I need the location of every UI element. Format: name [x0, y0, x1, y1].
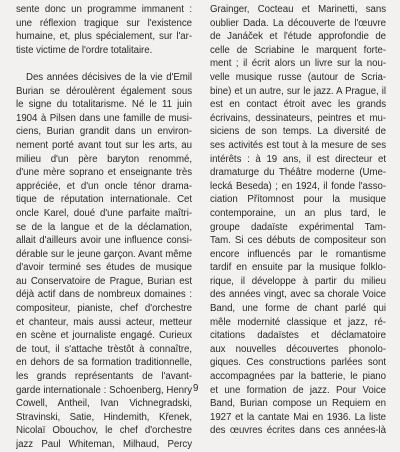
left-text-column	[16, 3, 192, 452]
page-number: 9	[193, 383, 199, 394]
text-line: groupe dadaïste expérimental Tam-	[210, 221, 386, 233]
text-line: oublier Dada. La découverte de l'œuvre	[210, 17, 386, 29]
text-line: se de la langue et de la déclamation,	[16, 221, 192, 233]
right-text-column	[210, 3, 386, 438]
text-line: au Conservatoire de Prague, Burian est	[16, 275, 192, 287]
text-line: allait d'ailleurs avoir une influence consi-	[16, 235, 192, 247]
text-line: jazz Paul Whiteman, Milhaud, Percy	[16, 439, 192, 450]
text-line: Des années décisives de la vie d'Emil	[26, 71, 192, 83]
text-line: bine) et un autre, sur le jazz. A Prague, il	[210, 85, 386, 97]
text-line: Nicolaï Obouchov, le chef d'orchestre	[16, 425, 192, 437]
text-line: dérable sur le jeune garçon. Avant même	[16, 248, 192, 260]
text-line: des œuvres écrites dans ces années-là	[210, 425, 386, 437]
text-line: ment ; il écrit alors un livre sur la nou-	[210, 58, 386, 70]
text-line: de Janáček et l'étude approfondie de	[210, 31, 386, 43]
text-line: en scène et journaliste engagé. Curieux	[16, 330, 192, 342]
text-line: Band, Burian compose un Requiem en	[210, 398, 386, 410]
text-line: humaine, et, plus spécialement, sur l'ar-	[16, 31, 192, 43]
text-line: dramaturge du Théâtre moderne (Ume-	[210, 167, 386, 179]
text-line: accompagnées par la batterie, le piano	[210, 371, 386, 383]
text-line: et une formation de jazz. Pour Voice	[210, 384, 386, 396]
text-line: giques. Ces constructions parlées sont	[210, 357, 386, 369]
paragraph-intro	[16, 3, 192, 57]
text-line: garde internationale : Schoenberg, Henry	[16, 384, 192, 396]
text-line: en dehors de sa formation traditionnelle,	[16, 357, 192, 369]
text-line: aux nouvelles découvertes phonolo-	[210, 343, 386, 355]
text-line: une réflexion tragique sur l'existence	[16, 17, 192, 29]
text-line: 1904 à Pilsen dans une famille de musi-	[16, 112, 192, 124]
text-line: citations dadaïstes et déclamatoire	[210, 330, 386, 342]
text-line: Band, une forme de chant parlé qui	[210, 303, 386, 315]
text-line: mêle modernité classique et jazz, ré-	[210, 316, 386, 328]
text-line: siciens de son temps. La diversité de	[210, 126, 386, 138]
text-line: tardif en ensuite par la musique folklo-	[210, 262, 386, 274]
text-line: sente donc un programme immanent :	[16, 4, 192, 15]
text-line: tique de réputation internationale. Cet	[16, 194, 192, 206]
text-line: Tam. Si ces débuts de compositeur son	[210, 235, 386, 247]
text-line: Cowell, Antheil, Ivan Vichnegradski,	[16, 398, 192, 410]
text-line: des années vingt, avec sa chorale Voice	[210, 289, 386, 301]
text-line: les grands représentants de l'avant-	[16, 371, 192, 383]
text-line: Burian se déroulèrent également sous	[16, 85, 192, 97]
text-line: d'avoir terminé ses études de musique	[16, 262, 192, 274]
text-line: le signe du totalitarisme. Né le 11 juin	[16, 99, 192, 111]
text-line: d'une mère soprano et enseignante très	[16, 167, 192, 179]
text-line: de tout, il s'attache trèstôt à connaître,	[16, 343, 192, 355]
text-line: appréciée, et d'un oncle ténor drama-	[16, 180, 192, 192]
text-line: tiste victime de l'ordre totalitaire.	[16, 44, 153, 56]
text-line: oncle Karel, doué d'une parfaite maîtri-	[16, 207, 192, 219]
text-line: intérêts : à 19 ans, il est directeur et	[210, 153, 386, 165]
text-line: milieu d'un père baryton renommé,	[16, 153, 192, 165]
text-line: 1927 et la cantate Mai en 1936. La liste	[210, 411, 386, 423]
paragraph-biography	[16, 71, 192, 452]
text-line: lecká Beseda) ; en 1924, il fonde l'asso-	[210, 180, 386, 192]
text-line: ciation Přítomnost pour la musique	[210, 194, 386, 206]
text-line: déjà actif dans de nombreux domaines :	[16, 289, 192, 301]
text-line: rique, il développe à partir du milieu	[210, 275, 386, 287]
text-line: et chanteur, mais aussi acteur, metteur	[16, 316, 192, 328]
text-line: Stravinski, Satie, Hindemith, Křenek,	[16, 411, 192, 423]
text-line: écrivains, dessinateurs, peintres et mu-	[210, 112, 386, 124]
text-line: est en contact étroit avec les grands	[210, 99, 386, 111]
text-line: compositeur, pianiste, chef d'orchestre	[16, 303, 192, 315]
text-line: contemporaine, un an plus tard, le	[210, 207, 386, 219]
paragraph-gap	[16, 57, 192, 71]
text-line: Grainger, Cocteau et Marinetti, sans	[210, 4, 386, 15]
text-line: celle de Scriabine le marquent forte-	[210, 44, 386, 56]
text-line: ses activités est tout à la mesure de ses	[210, 139, 386, 151]
text-line: encore influencés par le romantisme	[210, 248, 386, 260]
text-line: ciens, Burian grandit dans un environ-	[16, 126, 192, 138]
text-line: velle musique russe (autour de Scria-	[210, 71, 386, 83]
text-line: nement porté avant tout sur les arts, au	[16, 139, 192, 151]
